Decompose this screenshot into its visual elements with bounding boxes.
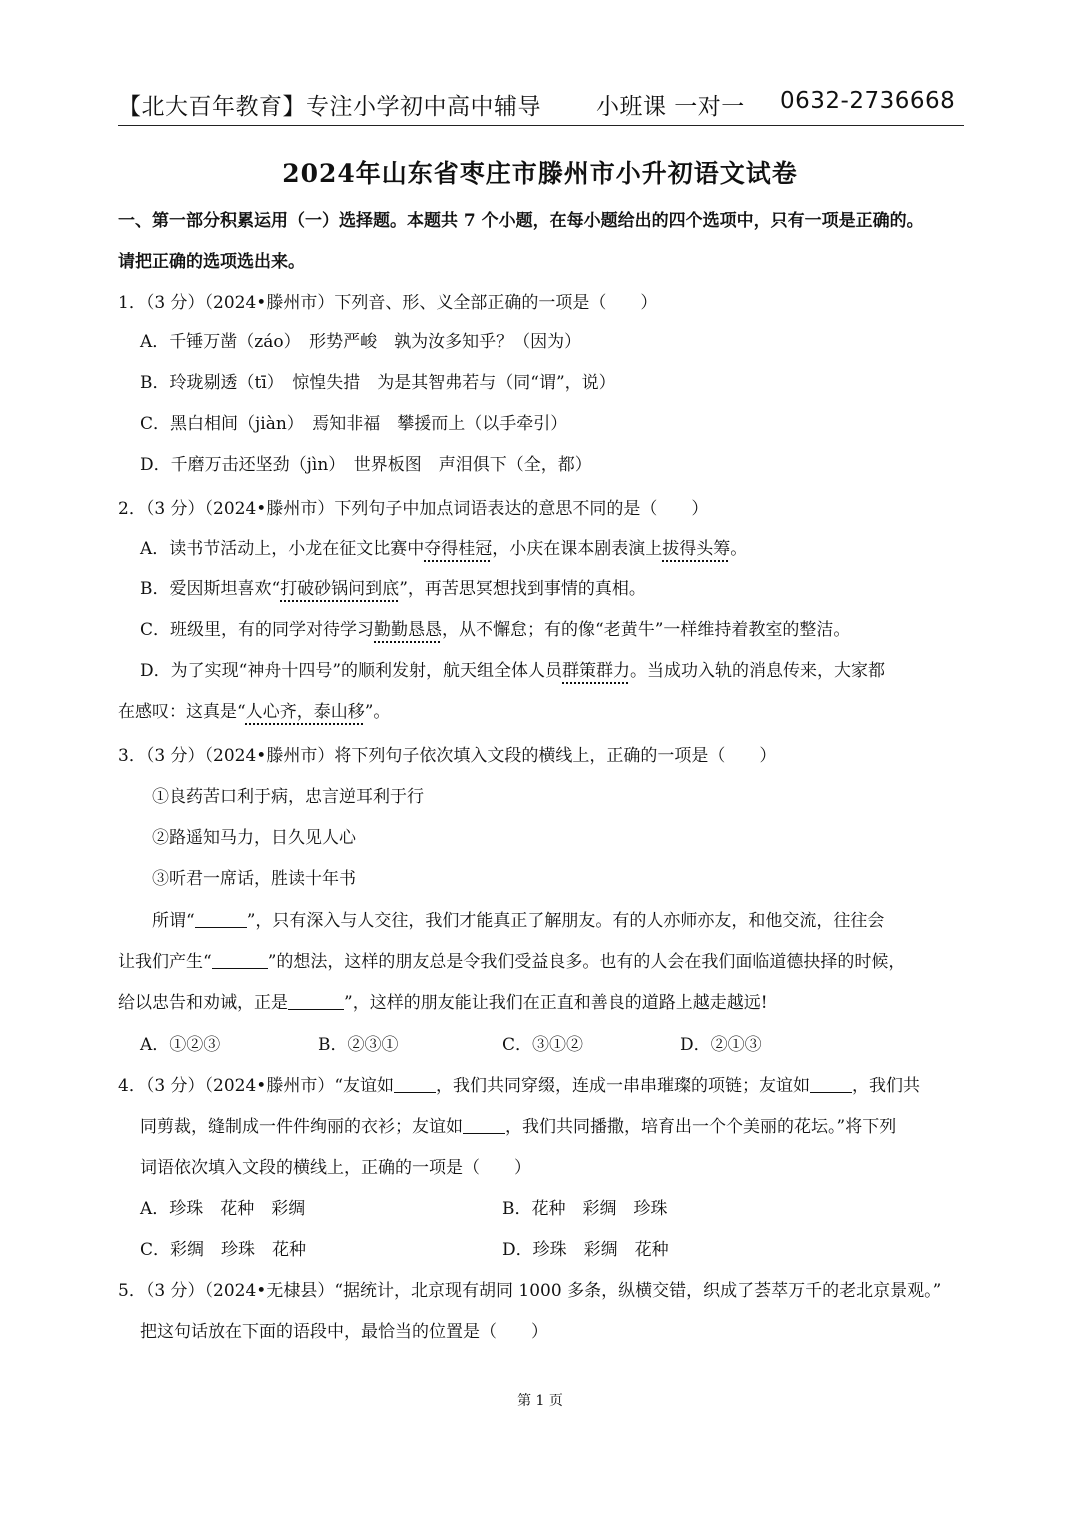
q1-stem: 1．（3 分）（2024•滕州市）下列音、形、义全部正确的一项是（ ） [118,293,658,313]
q5-stem-line-2: 把这句话放在下面的语段中，最恰当的位置是（ ） [140,1322,548,1342]
q1-option-c: C．黑白相间（jiàn） 焉知非福 攀援而上（以手牵引） [140,414,568,434]
page-number: 第 1 页 [517,1393,563,1409]
q3-sentence-3: ③听君一席话，胜读十年书 [152,869,356,889]
q3-sentence-2: ②路遥知马力，日久见人心 [152,828,356,848]
q3-sentence-1: ①良药苦口利于病，忠言逆耳利于行 [152,787,424,807]
q3-option-b: B．②③① [318,1035,399,1055]
answer-blank [212,952,268,969]
dotted-word: 打破砂锅问到底 [280,579,400,599]
dotted-word: 勤勤恳恳 [374,620,443,640]
q2-option-d-cont: 在感叹：这真是“人心齐，泰山移”。 [118,702,391,722]
page-header [118,88,964,124]
q2-option-c: C．班级里，有的同学对待学习勤勤恳恳，从不懈怠；有的像“老黄牛”一样维持着教室的整洁。 [140,620,851,640]
answer-blank [463,1117,505,1134]
dotted-word: 人心齐，泰山移 [245,702,365,722]
page-title: 2024年山东省枣庄市滕州市小升初语文试卷 [282,159,798,188]
q2-stem: 2．（3 分）（2024•滕州市）下列句子中加点词语表达的意思不同的是（ ） [118,499,709,519]
header-slogan: 【北大百年教育】专注小学初中高中辅导 [118,94,541,120]
q2-option-a: A．读书节活动上，小龙在征文比赛中夺得桂冠，小庆在课本剧表演上拔得头筹。 [140,539,748,559]
answer-blank [394,1076,436,1093]
header-phone: 0632-2736668 [780,88,956,114]
q2-option-b: B．爱因斯坦喜欢“打破砂锅问到底”，再苦思冥想找到事情的真相。 [140,579,646,599]
section-heading-line-1: 一、第一部分积累运用（一）选择题。本题共 7 个小题，在每小题给出的四个选项中，只有一项是正确的。 [118,211,924,231]
q4-stem-line-1: 4．（3 分）（2024•滕州市）“友谊如 ，我们共同穿缀，连成一串串璀璨的项链；友谊如 ，我们共 [118,1076,921,1096]
header-classes: 小班课 一对一 [596,94,745,120]
q2-option-d: D．为了实现“神舟十四号”的顺利发射，航天组全体人员群策群力。当成功入轨的消息传来，大家都 [140,661,886,681]
q4-option-a: A．珍珠 花种 彩绸 [140,1199,306,1219]
q3-option-a: A．①②③ [140,1035,221,1055]
q3-option-d: D．②①③ [680,1035,762,1055]
answer-blank [288,993,344,1010]
q4-stem-line-2: 同剪裁，缝制成一件件绚丽的衣衫；友谊如 ，我们共同播撒，培育出一个个美丽的花坛。”将下列 [140,1117,897,1137]
q4-stem-line-3: 词语依次填入文段的横线上，正确的一项是（ ） [140,1158,531,1178]
q3-passage-line-1: 所谓“ ”，只有深入与人交往，我们才能真正了解朋友。有的人亦师亦友，和他交流，往往会 [152,911,885,931]
q3-stem: 3．（3 分）（2024•滕州市）将下列句子依次填入文段的横线上，正确的一项是（ ） [118,746,777,766]
q4-option-c: C．彩绸 珍珠 花种 [140,1240,307,1260]
dotted-word: 拔得头筹 [662,539,731,559]
q3-option-c: C．③①② [502,1035,584,1055]
q4-option-d: D．珍珠 彩绸 花种 [502,1240,669,1260]
q3-passage-line-3: 给以忠告和劝诫，正是 ”，这样的朋友能让我们在正直和善良的道路上越走越远! [118,993,768,1013]
dotted-word: 夺得桂冠 [424,539,493,559]
q1-option-d: D．千磨万击还坚劲（jìn） 世界板图 声泪俱下（全，都） [140,455,592,475]
answer-blank [195,911,247,928]
header-rule [118,125,964,126]
answer-blank [810,1076,852,1093]
q1-option-a: A．千锤万凿（záo） 形势严峻 孰为汝多知乎？（因为） [140,332,582,352]
dotted-word: 群策群力 [562,661,631,681]
q4-option-b: B．花种 彩绸 珍珠 [502,1199,668,1219]
section-heading-line-2: 请把正确的选项选出来。 [118,252,305,272]
q3-passage-line-2: 让我们产生“ ”的想法，这样的朋友总是令我们受益良多。也有的人会在我们面临道德抉择的时候， [118,952,906,972]
q5-stem-line-1: 5．（3 分）（2024•无棣县）“据统计，北京现有胡同 1000 多条，纵横交错，织成了荟萃万千的老北京景观。” [118,1281,942,1301]
q1-option-b: B．玲珑剔透（tī） 惊惶失措 为是其智弗若与（同“谓”，说） [140,373,616,393]
